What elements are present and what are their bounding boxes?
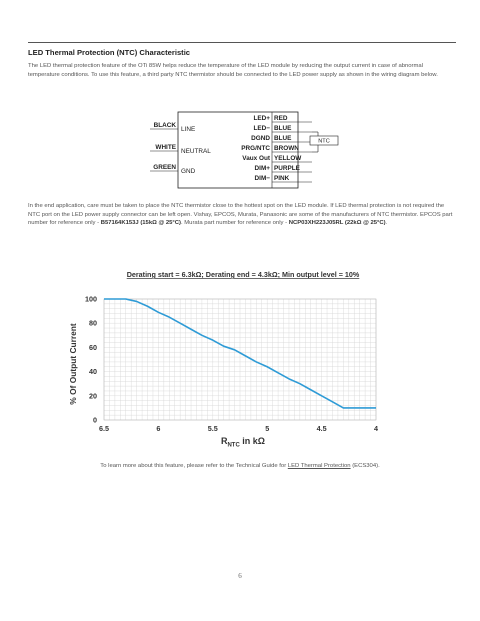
chart-title: Derating start = 6.3kΩ; Derating end = 4.3kΩ; Min output level = 10% — [126, 270, 360, 279]
pin-led-minus: LED− — [253, 125, 270, 132]
x-axis-label-tail: in kΩ — [239, 436, 266, 446]
x-axis-label-main: R — [220, 436, 228, 446]
y-tick-label: 0 — [93, 415, 97, 425]
pin-line: LINE — [181, 126, 196, 133]
wire-white: WHITE — [155, 144, 176, 151]
wire-blue-2: BLUE — [274, 135, 292, 142]
x-axis-label — [221, 436, 265, 448]
murata-text: . Murata part number for reference only - — [180, 220, 289, 227]
led-thermal-protection-link[interactable]: LED Thermal Protection — [287, 463, 351, 469]
pin-led-plus: LED+ — [253, 115, 270, 122]
y-tick-label: 20 — [89, 391, 97, 401]
pin-dgnd: DGND — [251, 135, 270, 142]
y-tick-label: 80 — [89, 318, 97, 328]
wire-pink: PINK — [274, 175, 290, 182]
footer-text: To learn more about this feature, please refer to the Technical Guide for — [100, 463, 288, 469]
ntc-label: NTC — [318, 138, 330, 145]
y-tick-label: 100 — [85, 294, 97, 304]
wire-blue-1: BLUE — [274, 125, 292, 132]
y-tick-label: 60 — [89, 342, 97, 352]
y-axis-label: % Of Output Current — [68, 323, 78, 405]
x-tick-label: 4.5 — [316, 424, 327, 433]
body-paragraph — [28, 202, 456, 228]
x-tick-label: 6.5 — [99, 424, 109, 433]
pin-vaux-out: Vaux Out — [242, 155, 270, 162]
x-tick-label: 5 — [265, 424, 270, 433]
epcos-part-number: B57164K153J (15kΩ @ 25°C) — [100, 220, 181, 227]
x-tick-label: 5.5 — [207, 424, 218, 433]
intro-paragraph: The LED thermal protection feature of the OTi 85W helps reduce the temperature of the LED module by reducing the output current in case of abnormal temperature conditions. To use this feature, a third party NTC thermistor should be connected to the LED power supply as shown in the wiring diagram below. — [28, 63, 438, 78]
footer-note — [0, 463, 480, 469]
wire-purple: PURPLE — [274, 165, 300, 172]
derating-chart — [60, 268, 390, 448]
wire-green: GREEN — [153, 164, 176, 171]
pin-prg-ntc: PRG/NTC — [241, 145, 270, 152]
top-rule — [28, 42, 456, 43]
wire-black: BLACK — [153, 122, 176, 129]
wiring-diagram — [140, 108, 360, 190]
y-tick-label: 40 — [89, 367, 97, 377]
pin-gnd: GND — [181, 168, 196, 175]
body-end: . — [385, 220, 388, 227]
wire-yellow: YELLOW — [274, 155, 302, 162]
pin-neutral: NEUTRAL — [181, 148, 211, 155]
footer-tail: (ECS304). — [350, 463, 380, 469]
x-tick-label: 6 — [156, 424, 161, 433]
section-heading: LED Thermal Protection (NTC) Characteristic — [28, 48, 191, 57]
wire-brown: BROWN — [274, 145, 299, 152]
x-tick-label: 4 — [374, 424, 378, 433]
murata-part-number: NCP03XH223J05RL (22kΩ @ 25°C) — [288, 220, 386, 227]
x-axis-label-sub: NTC — [227, 442, 240, 448]
pin-dim-plus: DIM+ — [254, 165, 270, 172]
pin-dim-minus: DIM− — [254, 175, 270, 182]
page-number: 6 — [238, 572, 242, 580]
body-text: In the end application, care must be taken to place the NTC thermistor close to the hottest spot on the LED module. If LED thermal protection is not required the NTC port on the LED power supply connector can be left open. Vishay, EPCOS, Murata, Panasonic are some of the manufacturers of NTC thermistor. EPCOS part number for reference only - — [28, 203, 453, 227]
wire-red: RED — [274, 115, 288, 122]
